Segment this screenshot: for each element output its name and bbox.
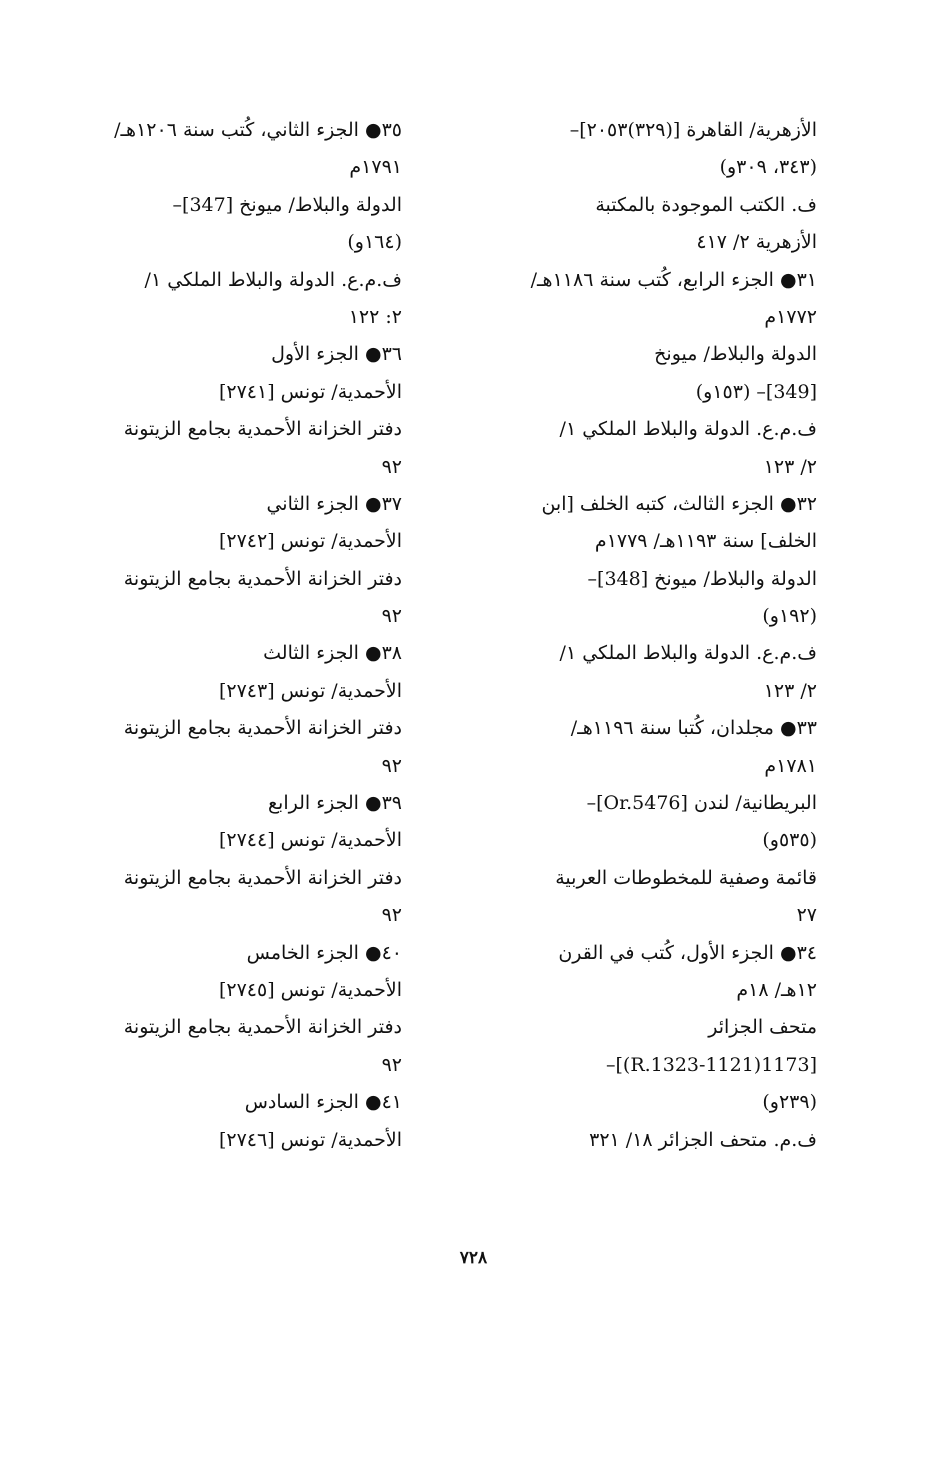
text-line: الأزهرية/ القاهرة [(٣٢٩)٢٠٥٣]– bbox=[569, 119, 817, 141]
text-line: (٥٣٥و) bbox=[762, 829, 817, 852]
text-line: ٩٢ bbox=[381, 605, 402, 628]
text-line: ٩٢ bbox=[381, 455, 402, 478]
text-line: ٢/ ١٢٣ bbox=[763, 679, 817, 702]
text-line: ٢٧ bbox=[796, 904, 817, 927]
text-line: ٩٢ bbox=[381, 904, 402, 927]
entry-heading: ٤٠● الجزء الخامس bbox=[246, 941, 402, 964]
entry-heading: ٣٢● الجزء الثالث، كتبه الخلف [ابن bbox=[541, 492, 817, 515]
text-line: ف.م.ع. الدولة والبلاط الملكي ١/ bbox=[559, 418, 817, 441]
entry-heading: ٣٨● الجزء الثالث bbox=[263, 642, 402, 665]
text-line: ١٧٨١م bbox=[764, 754, 817, 777]
entry-heading: ٣٤● الجزء الأول، كُتب في القرن bbox=[558, 941, 817, 964]
text-line: دفتر الخزانة الأحمدية بجامع الزيتونة bbox=[123, 1016, 402, 1039]
text-line: ف.م. متحف الجزائر ١٨/ ٣٢١ bbox=[589, 1128, 817, 1151]
left-column bbox=[92, 112, 402, 1159]
text-line: ١٧٩١م bbox=[349, 156, 402, 179]
text-line: دفتر الخزانة الأحمدية بجامع الزيتونة bbox=[123, 418, 402, 441]
text-line: الخلف] سنة ١١٩٣هـ/ ١٧٧٩م bbox=[594, 530, 817, 553]
text-line: الأزهرية ٢/ ٤١٧ bbox=[696, 231, 817, 254]
text-line: الأحمدية/ تونس [٢٧٤٤] bbox=[218, 829, 402, 852]
text-line: دفتر الخزانة الأحمدية بجامع الزيتونة bbox=[123, 866, 402, 889]
page-number: ٧٢٨ bbox=[459, 1248, 488, 1268]
entry-heading: ٤١● الجزء السادس bbox=[244, 1091, 402, 1114]
text-line: الأحمدية/ تونس [٢٧٤٣] bbox=[218, 679, 402, 702]
text-line: الدولة والبلاط/ ميونخ [348]– bbox=[587, 567, 817, 590]
text-line: الأحمدية/ تونس [٢٧٤٦] bbox=[218, 1128, 402, 1151]
text-line: الدولة والبلاط/ ميونخ [347]– bbox=[172, 193, 402, 216]
text-line: قائمة وصفية للمخطوطات العربية bbox=[555, 866, 817, 889]
entry-heading: ٣١● الجزء الرابع، كُتب سنة ١١٨٦هـ/ bbox=[530, 268, 817, 291]
text-line: متحف الجزائر bbox=[708, 1016, 817, 1039]
text-line: ٢: ١٢٢ bbox=[348, 305, 402, 328]
text-line: ف. الكتب الموجودة بالمكتبة bbox=[595, 193, 817, 216]
entry-heading: ٣٦● الجزء الأول bbox=[271, 343, 402, 366]
entry-heading: ٣٩● الجزء الرابع bbox=[267, 792, 402, 815]
text-line: (١٦٤و) bbox=[347, 231, 402, 254]
text-line: الدولة والبلاط/ ميونخ bbox=[654, 343, 817, 366]
text-line: الأحمدية/ تونس [٢٧٤١] bbox=[218, 380, 402, 403]
text-line: البريطانية/ لندن [Or.5476]– bbox=[586, 792, 817, 815]
text-line: [1173(1121-R.1323)]– bbox=[605, 1053, 817, 1076]
text-line: ٩٢ bbox=[381, 754, 402, 777]
text-line: ٢/ ١٢٣ bbox=[763, 455, 817, 478]
text-line: (٢٣٩و) bbox=[762, 1091, 817, 1114]
text-line: ١٧٧٢م bbox=[764, 305, 817, 328]
right-column bbox=[487, 112, 817, 1159]
text-line: الأحمدية/ تونس [٢٧٤٢] bbox=[218, 530, 402, 553]
text-line: ١٢هـ/ ١٨م bbox=[736, 978, 817, 1001]
text-line: (٣٤٣، ٣٠٩و) bbox=[719, 156, 817, 179]
text-line: ٩٢ bbox=[381, 1053, 402, 1076]
text-line: دفتر الخزانة الأحمدية بجامع الزيتونة bbox=[123, 567, 402, 590]
text-line: [349]– (١٥٣و) bbox=[695, 380, 817, 403]
entry-heading: ٣٣● مجلدان، كُتبا سنة ١١٩٦هـ/ bbox=[570, 717, 817, 740]
text-line: ف.م.ع. الدولة والبلاط الملكي ١/ bbox=[144, 268, 402, 291]
entry-heading: ٣٥● الجزء الثاني، كُتب سنة ١٢٠٦هـ/ bbox=[114, 119, 402, 141]
entry-heading: ٣٧● الجزء الثاني bbox=[266, 492, 402, 515]
text-line: ف.م.ع. الدولة والبلاط الملكي ١/ bbox=[559, 642, 817, 665]
text-line: الأحمدية/ تونس [٢٧٤٥] bbox=[218, 978, 402, 1001]
text-line: (١٩٢و) bbox=[762, 605, 817, 628]
text-line: دفتر الخزانة الأحمدية بجامع الزيتونة bbox=[123, 717, 402, 740]
